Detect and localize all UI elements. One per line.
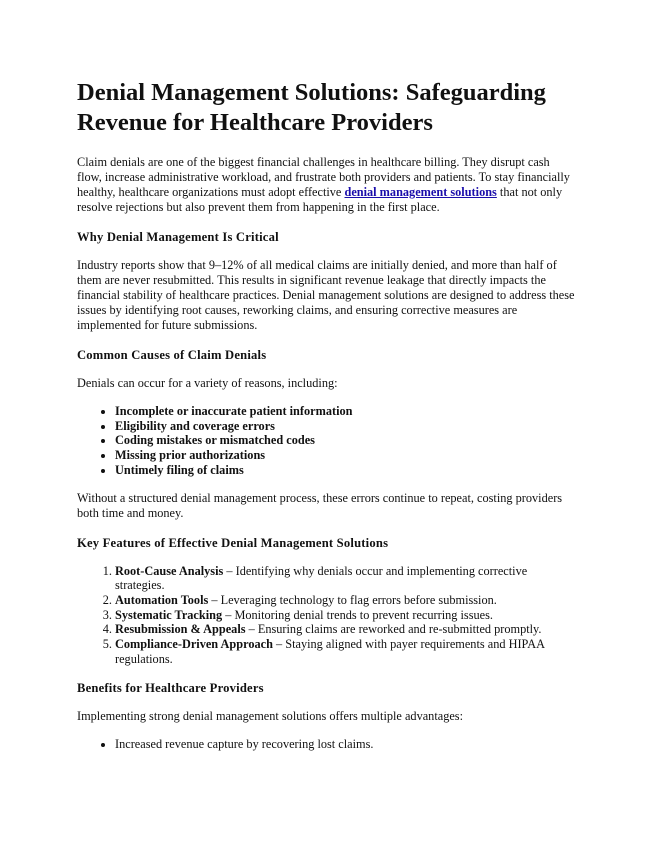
list-item: • Eligibility and coverage errors bbox=[115, 419, 577, 434]
list-item bbox=[115, 637, 577, 666]
feature-term: Compliance-Driven Approach bbox=[115, 637, 273, 652]
list-item bbox=[115, 593, 577, 608]
list-item: • Incomplete or inaccurate patient information bbox=[115, 404, 577, 419]
heading-common-causes: Common Causes of Claim Denials bbox=[77, 348, 267, 362]
heading-key-features: Key Features of Effective Denial Management Solutions bbox=[77, 535, 389, 550]
list-item: • Untimely filing of claims bbox=[115, 463, 577, 478]
list-item: • Increased revenue capture by recovering lost claims. bbox=[115, 737, 577, 752]
feature-term: Automation Tools bbox=[115, 592, 209, 607]
intro-text-before: Claim denials are one of the biggest financial challenges in healthcare billing. They disrupt cash flow, increase administrative workload, and frustrate both providers and patients. To stay financially healthy, healthcare organizations must adopt effective bbox=[77, 155, 570, 199]
benefits-intro: Implementing strong denial management solutions offers multiple advantages: bbox=[77, 709, 464, 724]
intro-text-after: that not only resolve rejections but also prevent them from happening in the first place. bbox=[77, 185, 563, 214]
list-item: • Coding mistakes or mismatched codes bbox=[115, 433, 577, 448]
causes-list bbox=[77, 404, 577, 478]
list-item bbox=[115, 564, 577, 593]
critical-paragraph: Industry reports show that 9–12% of all medical claims are initially denied, and more than half of them are never resubmitted. This results in significant revenue leakage that directly impacts the financial stability of healthcare practices. Denial management solutions are designed to address these issues by identifying root causes, reworking claims, and ensuring corrective measures are implemented for future submissions. bbox=[77, 258, 575, 332]
causes-outro: Without a structured denial management process, these errors continue to repeat, costing providers both time and money. bbox=[77, 490, 563, 520]
heading-why-critical: Why Denial Management Is Critical bbox=[77, 230, 279, 244]
list-item bbox=[115, 608, 577, 623]
document-page bbox=[77, 78, 577, 765]
heading-benefits: Benefits for Healthcare Providers bbox=[77, 681, 264, 696]
feature-term: Root-Cause Analysis bbox=[115, 563, 224, 578]
feature-desc: – Staying aligned with payer requirements and HIPAA regulations. bbox=[115, 637, 545, 666]
features-list bbox=[77, 564, 577, 667]
denial-management-solutions-link[interactable]: denial management solutions bbox=[344, 185, 497, 199]
feature-desc: – Ensuring claims are reworked and re-submitted promptly. bbox=[245, 622, 542, 637]
intro-paragraph bbox=[77, 155, 577, 215]
feature-term: Resubmission & Appeals bbox=[115, 622, 246, 637]
causes-intro: Denials can occur for a variety of reasons, including: bbox=[77, 376, 338, 390]
list-item: • Missing prior authorizations bbox=[115, 448, 577, 463]
document-title: Denial Management Solutions: Safeguarding Revenue for Healthcare Providers bbox=[77, 79, 546, 136]
feature-desc: – Leveraging technology to flag errors before submission. bbox=[208, 592, 497, 607]
feature-desc: – Identifying why denials occur and implementing corrective strategies. bbox=[115, 563, 528, 593]
benefits-list bbox=[77, 737, 577, 752]
list-item bbox=[115, 622, 577, 637]
feature-term: Systematic Tracking bbox=[115, 607, 223, 622]
feature-desc: – Monitoring denial trends to prevent recurring issues. bbox=[222, 607, 493, 622]
